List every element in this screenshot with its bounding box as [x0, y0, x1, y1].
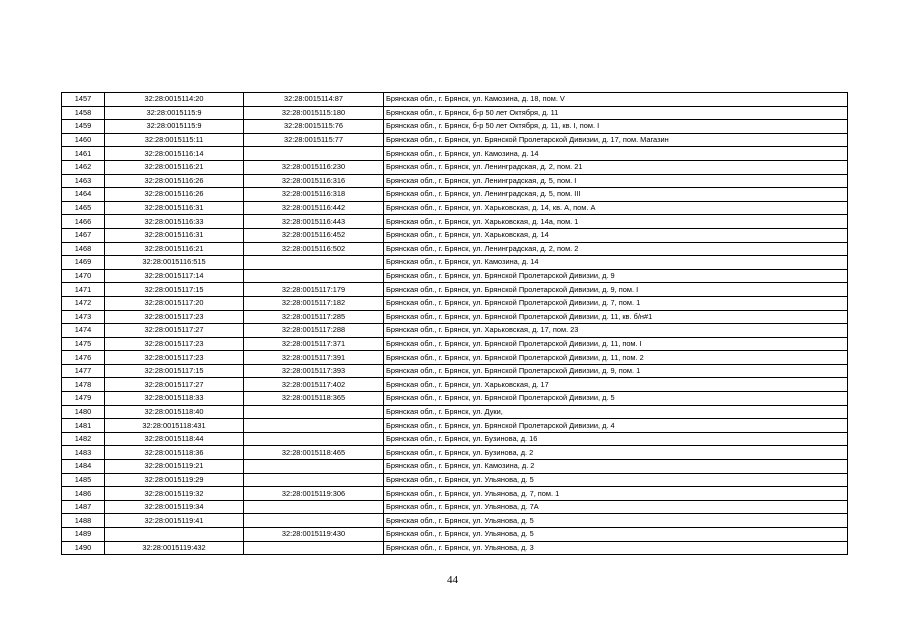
- cadastral-number-cell: 32:28:0015117:20: [105, 296, 244, 310]
- num-cell: 1474: [62, 324, 105, 338]
- num-cell: 1465: [62, 201, 105, 215]
- num-cell: 1459: [62, 120, 105, 134]
- object-cadastral-number-cell: 32:28:0015117:179: [244, 283, 384, 297]
- address-cell: Брянская обл., г. Брянск, ул. Брянской Пролетарской Дивизии, д. 7, пом. 1: [384, 296, 848, 310]
- table-row: [62, 283, 848, 297]
- num-cell: 1472: [62, 296, 105, 310]
- num-cell: 1469: [62, 256, 105, 270]
- address-cell: Брянская обл., г. Брянск, ул. Брянской Пролетарской Дивизии, д. 9: [384, 269, 848, 283]
- object-cadastral-number-cell: 32:28:0015115:77: [244, 133, 384, 147]
- cadastral-number-cell: 32:28:0015116:31: [105, 228, 244, 242]
- address-cell: Брянская обл., г. Брянск, ул. Ульянова, д. 7А: [384, 500, 848, 514]
- table-row: [62, 120, 848, 134]
- num-cell: 1457: [62, 93, 105, 107]
- table-row: [62, 228, 848, 242]
- table-row: [62, 215, 848, 229]
- object-cadastral-number-cell: [244, 256, 384, 270]
- num-cell: 1476: [62, 351, 105, 365]
- cadastral-number-cell: 32:28:0015117:23: [105, 351, 244, 365]
- object-cadastral-number-cell: 32:28:0015116:442: [244, 201, 384, 215]
- table-row: [62, 242, 848, 256]
- cadastral-number-cell: 32:28:0015116:31: [105, 201, 244, 215]
- address-cell: Брянская обл., г. Брянск, б-р 50 лет Октября, д. 11: [384, 106, 848, 120]
- cadastral-number-cell: 32:28:0015117:23: [105, 337, 244, 351]
- address-cell: Брянская обл., г. Брянск, ул. Ленинградская, д. 2, пом. 21: [384, 160, 848, 174]
- address-cell: Брянская обл., г. Брянск, ул. Брянской Пролетарской Дивизии, д. 9, пом. 1: [384, 364, 848, 378]
- cadastral-number-cell: 32:28:0015119:29: [105, 473, 244, 487]
- cadastral-number-cell: 32:28:0015115:9: [105, 120, 244, 134]
- address-cell: Брянская обл., г. Брянск, ул. Бузинова, д. 16: [384, 432, 848, 446]
- table-row: [62, 147, 848, 161]
- num-cell: 1473: [62, 310, 105, 324]
- address-cell: Брянская обл., г. Брянск, ул. Брянской Пролетарской Дивизии, д. 5: [384, 392, 848, 406]
- num-cell: 1466: [62, 215, 105, 229]
- object-cadastral-number-cell: 32:28:0015116:502: [244, 242, 384, 256]
- object-cadastral-number-cell: 32:28:0015116:452: [244, 228, 384, 242]
- page-number: 44: [447, 574, 458, 586]
- cadastral-number-cell: 32:28:0015119:432: [105, 541, 244, 555]
- address-cell: Брянская обл., г. Брянск, ул. Брянской Пролетарской Дивизии, д. 9, пом. I: [384, 283, 848, 297]
- table-row: [62, 188, 848, 202]
- table-row: [62, 201, 848, 215]
- object-cadastral-number-cell: 32:28:0015116:316: [244, 174, 384, 188]
- table-row: [62, 106, 848, 120]
- num-cell: 1470: [62, 269, 105, 283]
- registry-table-body: [62, 93, 848, 555]
- address-cell: Брянская обл., г. Брянск, ул. Ульянова, д. 5: [384, 514, 848, 528]
- table-row: [62, 133, 848, 147]
- cadastral-number-cell: 32:28:0015118:40: [105, 405, 244, 419]
- object-cadastral-number-cell: 32:28:0015119:430: [244, 528, 384, 542]
- object-cadastral-number-cell: 32:28:0015116:443: [244, 215, 384, 229]
- cadastral-number-cell: 32:28:0015119:21: [105, 460, 244, 474]
- address-cell: Брянская обл., г. Брянск, ул. Ульянова, д. 5: [384, 528, 848, 542]
- cadastral-number-cell: 32:28:0015117:23: [105, 310, 244, 324]
- cadastral-number-cell: 32:28:0015116:26: [105, 188, 244, 202]
- num-cell: 1475: [62, 337, 105, 351]
- cadastral-number-cell: 32:28:0015117:14: [105, 269, 244, 283]
- address-cell: Брянская обл., г. Брянск, ул. Брянской Пролетарской Дивизии, д. 11, пом. 2: [384, 351, 848, 365]
- table-row: [62, 324, 848, 338]
- object-cadastral-number-cell: [244, 514, 384, 528]
- cadastral-number-cell: 32:28:0015116:21: [105, 242, 244, 256]
- address-cell: Брянская обл., г. Брянск, ул. Харьковская, д. 14а, пом. 1: [384, 215, 848, 229]
- address-cell: Брянская обл., г. Брянск, ул. Бузинова, д. 2: [384, 446, 848, 460]
- table-row: [62, 419, 848, 433]
- object-cadastral-number-cell: 32:28:0015117:182: [244, 296, 384, 310]
- cadastral-number-cell: 32:28:0015116:21: [105, 160, 244, 174]
- num-cell: 1489: [62, 528, 105, 542]
- table-row: [62, 378, 848, 392]
- cadastral-number-cell: [105, 528, 244, 542]
- table-row: [62, 541, 848, 555]
- table-row: [62, 256, 848, 270]
- table-row: [62, 310, 848, 324]
- table-row: [62, 351, 848, 365]
- object-cadastral-number-cell: 32:28:0015116:230: [244, 160, 384, 174]
- table-row: [62, 432, 848, 446]
- table-row: [62, 528, 848, 542]
- object-cadastral-number-cell: [244, 147, 384, 161]
- object-cadastral-number-cell: 32:28:0015116:318: [244, 188, 384, 202]
- object-cadastral-number-cell: 32:28:0015115:180: [244, 106, 384, 120]
- cadastral-number-cell: 32:28:0015117:15: [105, 283, 244, 297]
- num-cell: 1468: [62, 242, 105, 256]
- num-cell: 1467: [62, 228, 105, 242]
- num-cell: 1478: [62, 378, 105, 392]
- num-cell: 1477: [62, 364, 105, 378]
- object-cadastral-number-cell: 32:28:0015117:391: [244, 351, 384, 365]
- num-cell: 1482: [62, 432, 105, 446]
- object-cadastral-number-cell: 32:28:0015114:87: [244, 93, 384, 107]
- num-cell: 1464: [62, 188, 105, 202]
- table-row: [62, 446, 848, 460]
- address-cell: Брянская обл., г. Брянск, ул. Брянской Пролетарской Дивизии, д. 11, кв. б/н#1: [384, 310, 848, 324]
- address-cell: Брянская обл., г. Брянск, ул. Харьковская, д. 17, пом. 23: [384, 324, 848, 338]
- cadastral-number-cell: 32:28:0015118:36: [105, 446, 244, 460]
- num-cell: 1486: [62, 487, 105, 501]
- address-cell: Брянская обл., г. Брянск, б-р 50 лет Октября, д. 11, кв. I, пом. I: [384, 120, 848, 134]
- address-cell: Брянская обл., г. Брянск, ул. Брянской Пролетарской Дивизии, д. 4: [384, 419, 848, 433]
- address-cell: Брянская обл., г. Брянск, ул. Ульянова, д. 5: [384, 473, 848, 487]
- num-cell: 1463: [62, 174, 105, 188]
- address-cell: Брянская обл., г. Брянск, ул. Ленинградская, д. 5, пом. I: [384, 174, 848, 188]
- num-cell: 1490: [62, 541, 105, 555]
- num-cell: 1458: [62, 106, 105, 120]
- num-cell: 1484: [62, 460, 105, 474]
- table-row: [62, 405, 848, 419]
- address-cell: Брянская обл., г. Брянск, ул. Камозина, д. 14: [384, 147, 848, 161]
- cadastral-number-cell: 32:28:0015117:27: [105, 378, 244, 392]
- object-cadastral-number-cell: 32:28:0015117:393: [244, 364, 384, 378]
- cadastral-number-cell: 32:28:0015119:41: [105, 514, 244, 528]
- cadastral-number-cell: 32:28:0015119:34: [105, 500, 244, 514]
- object-cadastral-number-cell: [244, 460, 384, 474]
- table-row: [62, 364, 848, 378]
- table-row: [62, 296, 848, 310]
- num-cell: 1481: [62, 419, 105, 433]
- cadastral-number-cell: 32:28:0015116:515: [105, 256, 244, 270]
- cadastral-number-cell: 32:28:0015116:26: [105, 174, 244, 188]
- num-cell: 1479: [62, 392, 105, 406]
- table-row: [62, 337, 848, 351]
- num-cell: 1487: [62, 500, 105, 514]
- address-cell: Брянская обл., г. Брянск, ул. Дуки,: [384, 405, 848, 419]
- table-row: [62, 174, 848, 188]
- cadastral-number-cell: 32:28:0015116:33: [105, 215, 244, 229]
- cadastral-number-cell: 32:28:0015118:33: [105, 392, 244, 406]
- table-row: [62, 487, 848, 501]
- cadastral-number-cell: 32:28:0015117:15: [105, 364, 244, 378]
- registry-table: [61, 92, 848, 555]
- cadastral-number-cell: 32:28:0015119:32: [105, 487, 244, 501]
- table-row: [62, 500, 848, 514]
- table-row: [62, 160, 848, 174]
- address-cell: Брянская обл., г. Брянск, ул. Ленинградская, д. 5, пом. III: [384, 188, 848, 202]
- object-cadastral-number-cell: [244, 541, 384, 555]
- address-cell: Брянская обл., г. Брянск, ул. Камозина, д. 14: [384, 256, 848, 270]
- object-cadastral-number-cell: 32:28:0015119:306: [244, 487, 384, 501]
- object-cadastral-number-cell: 32:28:0015117:402: [244, 378, 384, 392]
- address-cell: Брянская обл., г. Брянск, ул. Ленинградская, д. 2, пом. 2: [384, 242, 848, 256]
- num-cell: 1488: [62, 514, 105, 528]
- num-cell: 1462: [62, 160, 105, 174]
- num-cell: 1460: [62, 133, 105, 147]
- object-cadastral-number-cell: [244, 269, 384, 283]
- object-cadastral-number-cell: 32:28:0015118:365: [244, 392, 384, 406]
- table-row: [62, 514, 848, 528]
- address-cell: Брянская обл., г. Брянск, ул. Харьковская, д. 14: [384, 228, 848, 242]
- object-cadastral-number-cell: [244, 419, 384, 433]
- num-cell: 1485: [62, 473, 105, 487]
- object-cadastral-number-cell: 32:28:0015117:371: [244, 337, 384, 351]
- address-cell: Брянская обл., г. Брянск, ул. Брянской Пролетарской Дивизии, д. 11, пом. I: [384, 337, 848, 351]
- object-cadastral-number-cell: 32:28:0015117:288: [244, 324, 384, 338]
- object-cadastral-number-cell: [244, 473, 384, 487]
- object-cadastral-number-cell: 32:28:0015117:285: [244, 310, 384, 324]
- num-cell: 1480: [62, 405, 105, 419]
- address-cell: Брянская обл., г. Брянск, ул. Харьковская, д. 17: [384, 378, 848, 392]
- address-cell: Брянская обл., г. Брянск, ул. Ульянова, д. 3: [384, 541, 848, 555]
- address-cell: Брянская обл., г. Брянск, ул. Брянской Пролетарской Дивизии, д. 17, пом. Магазин: [384, 133, 848, 147]
- table-row: [62, 93, 848, 107]
- table-row: [62, 460, 848, 474]
- cadastral-number-cell: 32:28:0015114:20: [105, 93, 244, 107]
- cadastral-number-cell: 32:28:0015115:9: [105, 106, 244, 120]
- cadastral-number-cell: 32:28:0015118:44: [105, 432, 244, 446]
- address-cell: Брянская обл., г. Брянск, ул. Камозина, д. 2: [384, 460, 848, 474]
- table-row: [62, 473, 848, 487]
- num-cell: 1483: [62, 446, 105, 460]
- object-cadastral-number-cell: [244, 500, 384, 514]
- object-cadastral-number-cell: 32:28:0015115:76: [244, 120, 384, 134]
- cadastral-number-cell: 32:28:0015117:27: [105, 324, 244, 338]
- cadastral-number-cell: 32:28:0015115:11: [105, 133, 244, 147]
- num-cell: 1461: [62, 147, 105, 161]
- num-cell: 1471: [62, 283, 105, 297]
- object-cadastral-number-cell: 32:28:0015118:465: [244, 446, 384, 460]
- cadastral-number-cell: 32:28:0015118:431: [105, 419, 244, 433]
- object-cadastral-number-cell: [244, 405, 384, 419]
- address-cell: Брянская обл., г. Брянск, ул. Камозина, д. 18, пом. V: [384, 93, 848, 107]
- cadastral-number-cell: 32:28:0015116:14: [105, 147, 244, 161]
- address-cell: Брянская обл., г. Брянск, ул. Ульянова, д. 7, пом. 1: [384, 487, 848, 501]
- table-row: [62, 269, 848, 283]
- object-cadastral-number-cell: [244, 432, 384, 446]
- table-row: [62, 392, 848, 406]
- address-cell: Брянская обл., г. Брянск, ул. Харьковская, д. 14, кв. А, пом. А: [384, 201, 848, 215]
